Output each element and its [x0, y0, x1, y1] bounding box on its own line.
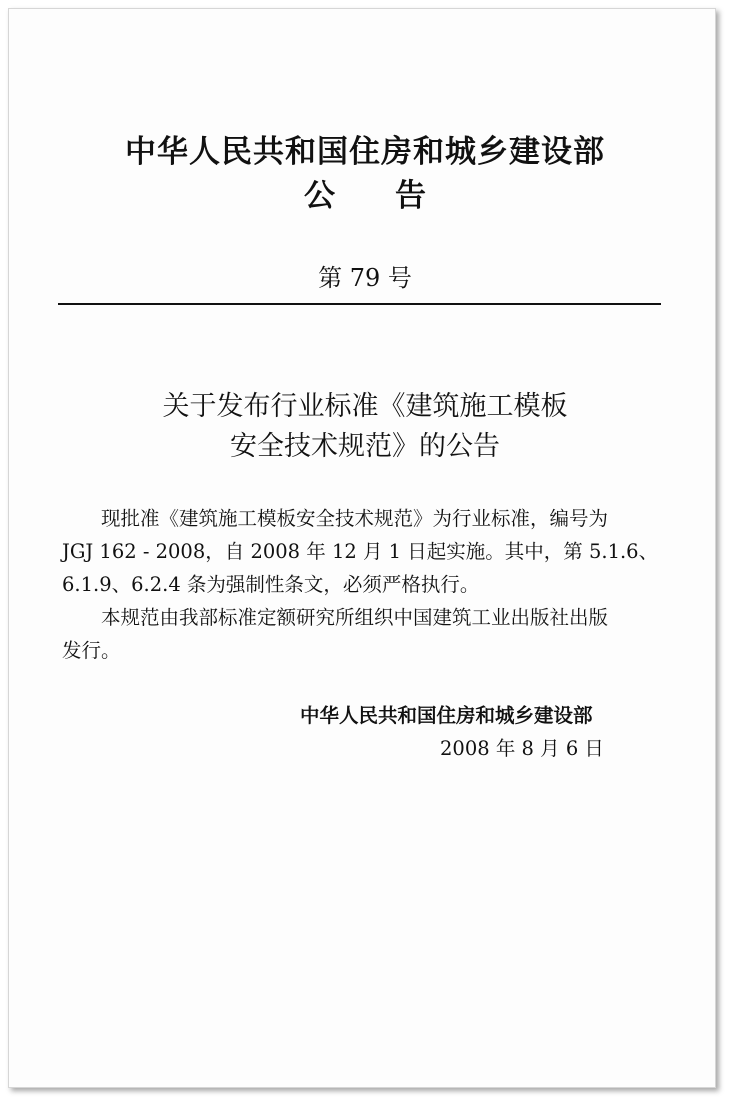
announcement-number: 第 79 号 — [318, 264, 412, 292]
issue-date: 2008 年 8 月 6 日 — [440, 737, 604, 760]
body-line-2: JGJ 162 - 2008，自 2008 年 12 月 1 日起实施。其中，第 5.1.6、 — [62, 540, 659, 563]
body-line-1: 现批准《建筑施工模板安全技术规范》为行业标准，编号为 — [101, 507, 609, 530]
subject-line-2: 安全技术规范》的公告 — [230, 431, 500, 462]
issuer-heading: 中华人民共和国住房和城乡建设部 — [125, 134, 605, 170]
body-line-5: 发行。 — [62, 639, 121, 662]
signer: 中华人民共和国住房和城乡建设部 — [300, 704, 593, 727]
body-line-4: 本规范由我部标准定额研究所组织中国建筑工业出版社出版 — [101, 606, 609, 629]
header-divider — [58, 303, 661, 305]
body-line-3: 6.1.9、6.2.4 条为强制性条文，必须严格执行。 — [62, 573, 480, 596]
announcement-title: 公告 — [304, 178, 486, 214]
subject-line-1: 关于发布行业标准《建筑施工模板 — [162, 391, 568, 422]
